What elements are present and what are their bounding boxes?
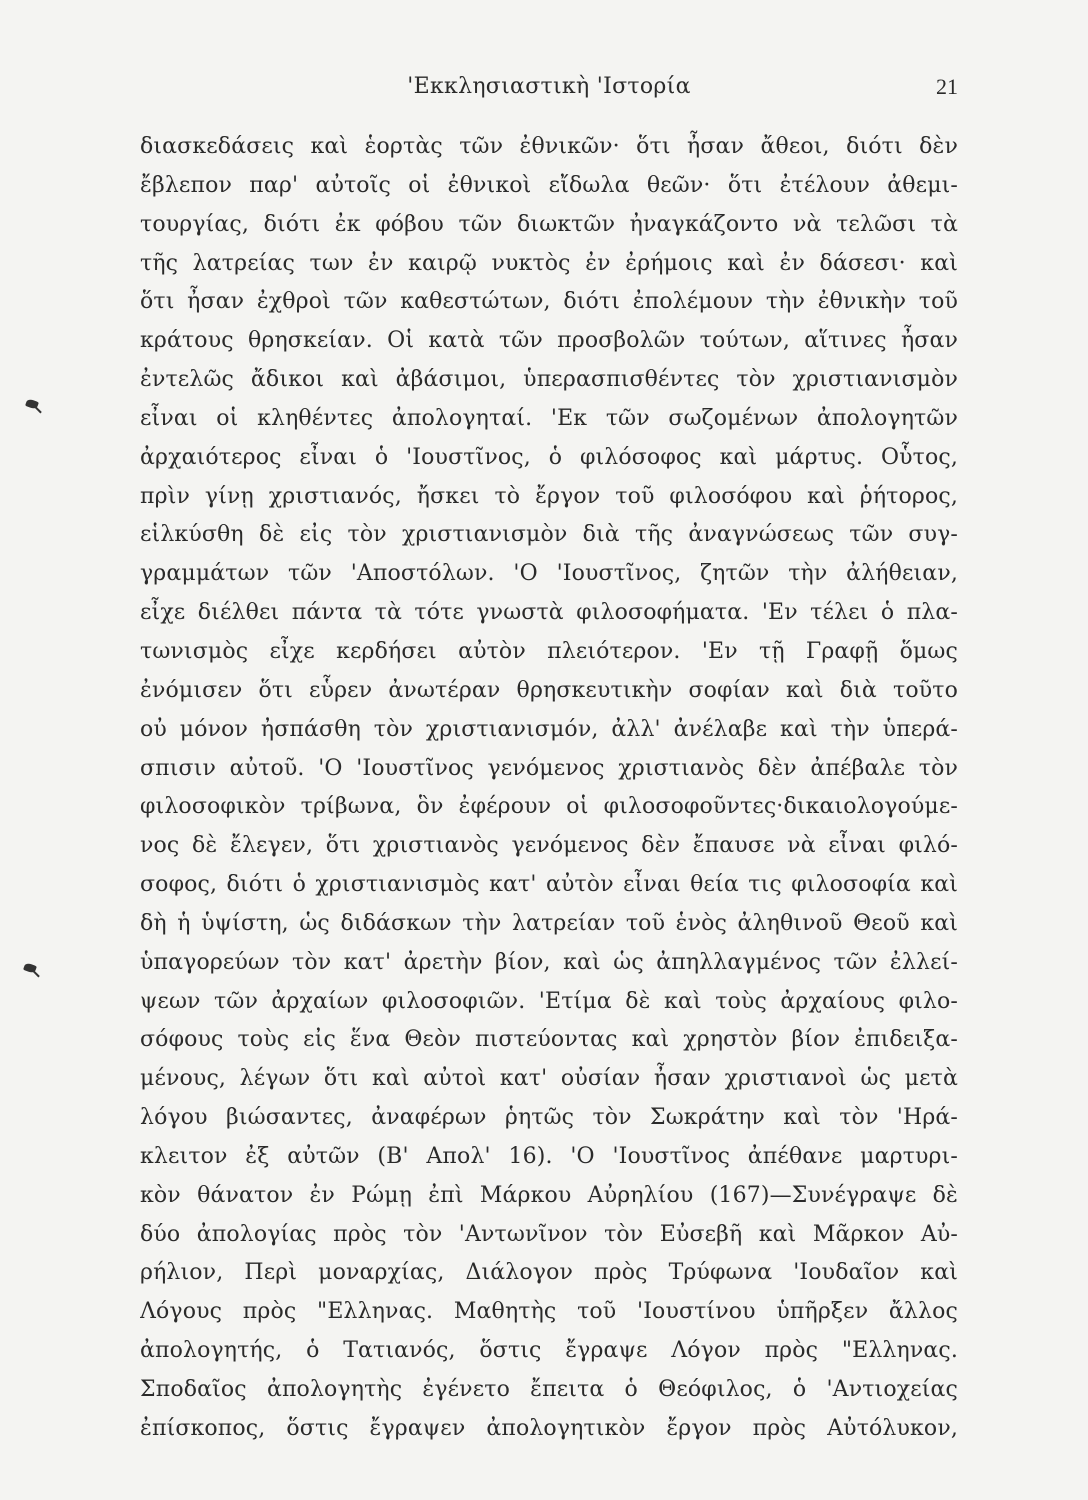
text-line: φιλοσοφικὸν τρίβωνα, ὃν ἐφέρουν οἱ φιλοσοφοῦντες·δικαιολογούμε- bbox=[140, 794, 958, 820]
margin-ink-mark bbox=[25, 398, 39, 410]
page-number: 21 bbox=[936, 74, 958, 99]
text-line: ἔβλεπον παρ' αὐτοῖς οἱ ἐθνικοὶ εἴδωλα θεῶν· ὅτι ἐτέλουν ἀθεμι- bbox=[140, 172, 958, 198]
text-line: ἐντελῶς ἄδικοι καὶ ἀβάσιμοι, ὑπερασπισθέντες τὸν χριστιανισμὸν bbox=[140, 367, 958, 393]
text-line: σόφους τοὺς εἰς ἕνα Θεὸν πιστεύοντας καὶ χρηστὸν βίον ἐπιδειξα- bbox=[140, 1027, 958, 1053]
text-line: δὴ ἡ ὑψίστη, ὡς διδάσκων τὴν λατρείαν τοῦ ἑνὸς ἀληθινοῦ Θεοῦ καὶ bbox=[140, 910, 958, 936]
text-line: λόγου βιώσαντες, ἀναφέρων ῥητῶς τὸν Σωκράτην καὶ τὸν 'Ηρά- bbox=[140, 1105, 958, 1131]
body-text bbox=[140, 128, 958, 1449]
text-line: γραμμάτων τῶν 'Αποστόλων. 'Ο 'Ιουστῖνος, ζητῶν τὴν ἀλήθειαν, bbox=[140, 561, 958, 587]
margin-ink-mark bbox=[23, 962, 37, 974]
text-line: πρὶν γίνῃ χριστιανός, ἤσκει τὸ ἔργον τοῦ φιλοσόφου καὶ ῥήτορος, bbox=[140, 483, 958, 509]
text-line: εἶχε διέλθει πάντα τὰ τότε γνωστὰ φιλοσοφήματα. 'Εν τέλει ὁ πλα- bbox=[140, 600, 958, 626]
text-line: σοφος, διότι ὁ χριστιανισμὸς κατ' αὐτὸν εἶναι θεία τις φιλοσοφία καὶ bbox=[140, 872, 958, 898]
text-line: ὑπαγορεύων τὸν κατ' ἀρετὴν βίον, καὶ ὡς ἀπηλλαγμένος τῶν ἐλλεί- bbox=[140, 949, 958, 975]
text-line: νος δὲ ἔλεγεν, ὅτι χριστιανὸς γενόμενος δὲν ἔπαυσε νὰ εἶναι φιλό- bbox=[140, 833, 958, 859]
text-line: κράτους θρησκείαν. Οἱ κατὰ τῶν προσβολῶν τούτων, αἵτινες ἦσαν bbox=[140, 328, 958, 354]
text-line: ρήλιον, Περὶ μοναρχίας, Διάλογον πρὸς Τρύφωνα 'Ιουδαῖον καὶ bbox=[140, 1260, 958, 1286]
text-line: κὸν θάνατον ἐν Ρώμῃ ἐπὶ Μάρκου Αὐρηλίου (167)—Συνέγραψε δὲ bbox=[140, 1182, 958, 1208]
running-head bbox=[140, 74, 958, 106]
text-line: τουργίας, διότι ἐκ φόβου τῶν διωκτῶν ἠναγκάζοντο νὰ τελῶσι τὰ bbox=[140, 211, 958, 237]
text-line: τῆς λατρείας των ἐν καιρῷ νυκτὸς ἐν ἐρήμοις καὶ ἐν δάσεσι· καὶ bbox=[140, 250, 958, 276]
text-line: δύο ἀπολογίας πρὸς τὸν 'Αντωνῖνον τὸν Εὐσεβῆ καὶ Μᾶρκον Αὐ- bbox=[140, 1221, 958, 1247]
text-line: οὐ μόνον ἠσπάσθη τὸν χριστιανισμόν, ἀλλ' ἀνέλαβε καὶ τὴν ὑπερά- bbox=[140, 716, 958, 742]
text-line: σπισιν αὐτοῦ. 'Ο 'Ιουστῖνος γενόμενος χριστιανὸς δὲν ἀπέβαλε τὸν bbox=[140, 755, 958, 781]
running-title: 'Εκκλησιαστικὴ 'Ιστορία bbox=[407, 74, 691, 99]
text-line: Σποδαῖος ἀπολογητὴς ἐγένετο ἔπειτα ὁ Θεόφιλος, ὁ 'Αντιοχείας bbox=[140, 1377, 958, 1402]
text-line: εἶναι οἱ κληθέντες ἀπολογηταί. 'Εκ τῶν σωζομένων ἀπολογητῶν bbox=[140, 405, 958, 431]
text-line: κλειτον ἐξ αὐτῶν (Β' Απολ' 16). 'Ο 'Ιουστῖνος ἀπέθανε μαρτυρι- bbox=[140, 1143, 958, 1169]
text-line: Λόγους πρὸς "Ελληνας. Μαθητὴς τοῦ 'Ιουστίνου ὑπῆρξεν ἄλλος bbox=[140, 1299, 958, 1325]
text-line: ἐνόμισεν ὅτι εὗρεν ἀνωτέραν θρησκευτικὴν σοφίαν καὶ διὰ τοῦτο bbox=[140, 677, 958, 703]
text-line: τωνισμὸς εἶχε κερδήσει αὐτὸν πλειότερον. 'Εν τῇ Γραφῇ ὅμως bbox=[140, 638, 958, 664]
text-line: ἀρχαιότερος εἶναι ὁ 'Ιουστῖνος, ὁ φιλόσοφος καὶ μάρτυς. Οὗτος, bbox=[140, 444, 958, 470]
text-line: εἱλκύσθη δὲ εἰς τὸν χριστιανισμὸν διὰ τῆς ἀναγνώσεως τῶν συγ- bbox=[140, 522, 958, 548]
text-line: ὅτι ἦσαν ἐχθροὶ τῶν καθεστώτων, διότι ἐπολέμουν τὴν ἐθνικὴν τοῦ bbox=[140, 289, 958, 315]
text-line: ψεων τῶν ἀρχαίων φιλοσοφιῶν. 'Ετίμα δὲ καὶ τοὺς ἀρχαίους φιλο- bbox=[140, 988, 958, 1014]
text-line: διασκεδάσεις καὶ ἑορτὰς τῶν ἐθνικῶν· ὅτι ἦσαν ἄθεοι, διότι δὲν bbox=[140, 134, 958, 159]
text-line: ἀπολογητής, ὁ Τατιανός, ὅστις ἔγραψε Λόγον πρὸς "Ελληνας. bbox=[140, 1338, 958, 1364]
text-line: ἐπίσκοπος, ὅστις ἔγραψεν ἀπολογητικὸν ἔργον πρὸς Αὐτόλυκον, bbox=[140, 1415, 958, 1441]
text-line: μένους, λέγων ὅτι καὶ αὐτοὶ κατ' οὐσίαν ἦσαν χριστιανοὶ ὡς μετὰ bbox=[140, 1066, 958, 1092]
